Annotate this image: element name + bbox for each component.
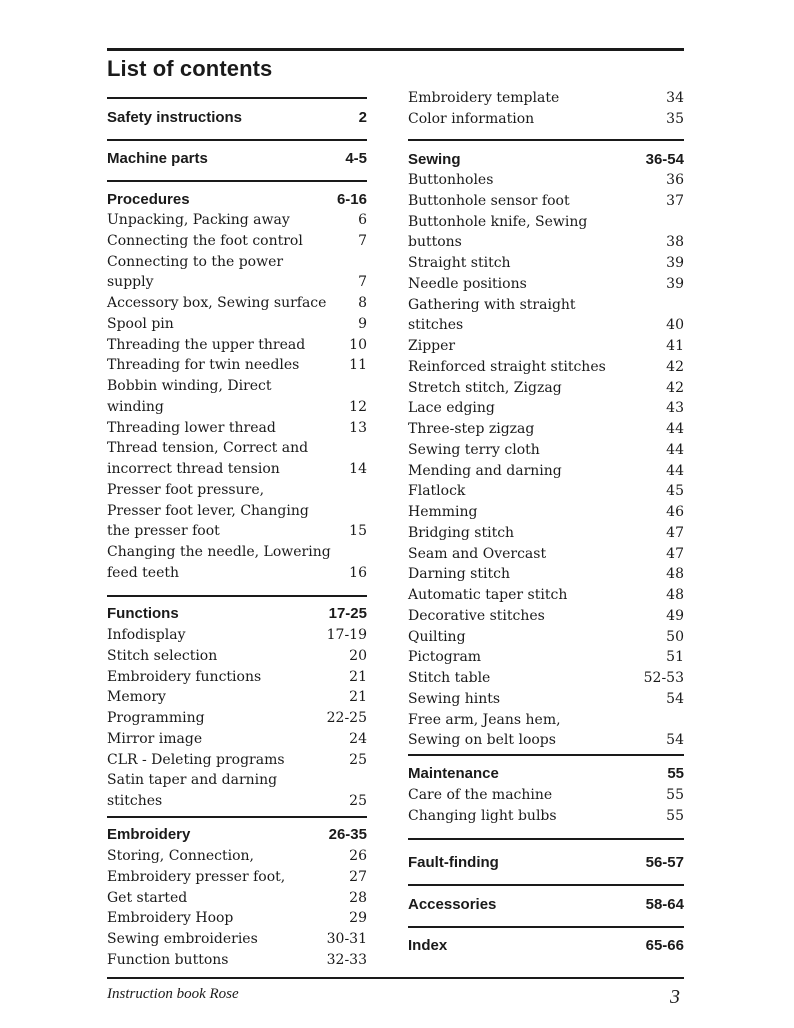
entry-text	[408, 502, 478, 523]
entry-page: 35	[666, 110, 684, 127]
entry-text	[408, 523, 514, 544]
entry-page: 20	[349, 647, 367, 664]
entry-page: 54	[666, 732, 684, 749]
entry-page: 30-31	[326, 931, 367, 947]
entry-text	[408, 461, 562, 482]
section-title: Accessories	[408, 896, 497, 913]
toc-entry	[107, 314, 367, 335]
section-heading-procedures	[107, 190, 367, 211]
section-title: Safety instructions	[107, 109, 243, 126]
entry-line: Changing light bulbs	[408, 807, 557, 824]
entry-line: Reinforced straight stitches	[408, 358, 606, 375]
entry-page: 27	[349, 868, 367, 885]
section-title: Procedures	[107, 191, 190, 208]
entry-page: 7	[358, 274, 367, 291]
toc-entry	[107, 770, 367, 812]
entry-line: Sewing on belt loops	[408, 732, 556, 749]
toc-entry	[408, 689, 684, 710]
entry-line: Lace edging	[408, 400, 495, 417]
entry-line: Threading lower thread	[107, 419, 276, 436]
entry-page: 45	[666, 483, 684, 500]
entry-text	[107, 687, 166, 708]
entry-page: 43	[666, 400, 684, 417]
section-rule	[107, 97, 367, 99]
page-number: 3	[670, 986, 680, 1008]
toc-entry	[107, 929, 367, 950]
entry-page: 37	[666, 192, 684, 209]
toc-entry	[107, 867, 367, 888]
entry-line: Satin taper and darning	[107, 772, 278, 789]
entry-line: Unpacking, Packing away	[107, 212, 290, 228]
entry-line: Seam and Overcast	[408, 545, 547, 562]
entry-page: 48	[666, 566, 684, 583]
entry-page: 51	[666, 649, 684, 666]
entry-line: Hemming	[408, 504, 478, 520]
entry-page: 46	[666, 504, 684, 520]
top-rule	[107, 48, 684, 51]
entry-text	[107, 625, 185, 646]
footer-book-title: Instruction book Rose	[107, 986, 239, 1002]
toc-entry	[107, 846, 367, 867]
toc-entry	[107, 542, 367, 584]
entry-line: Storing, Connection,	[107, 848, 254, 864]
entry-text	[107, 646, 217, 667]
toc-entry	[107, 418, 367, 439]
entry-text	[408, 357, 606, 378]
entry-line: supply	[107, 274, 154, 291]
entry-page: 34	[666, 90, 684, 106]
entry-line: Embroidery functions	[107, 668, 262, 685]
entry-page: 25	[349, 751, 367, 768]
toc-entry	[408, 647, 684, 668]
entry-page: 49	[666, 607, 684, 624]
entry-page: 14	[349, 461, 367, 477]
toc-entry	[408, 481, 684, 502]
section-heading-machine-parts	[107, 149, 367, 170]
entry-line: Programming	[107, 710, 205, 726]
entry-line: Gathering with straight	[408, 296, 576, 313]
entry-text	[408, 109, 534, 130]
entry-line: Embroidery Hoop	[107, 910, 234, 927]
entry-page: 47	[666, 545, 684, 562]
entry-line: Stitch table	[408, 670, 491, 686]
entry-line: Needle positions	[408, 275, 527, 292]
toc-entry	[107, 625, 367, 646]
entry-page: 8	[358, 295, 367, 311]
entry-text	[408, 274, 527, 295]
toc-entry	[408, 627, 684, 648]
entry-text	[408, 170, 493, 191]
entry-page: 32-33	[326, 951, 367, 968]
entry-line: Sewing embroideries	[107, 931, 258, 947]
toc-entry	[408, 502, 684, 523]
entry-line: Changing the needle, Lowering	[107, 544, 331, 560]
entry-line: Sewing hints	[408, 690, 501, 707]
toc-entry	[408, 295, 684, 337]
entry-page: 26	[349, 848, 367, 864]
entry-text	[107, 908, 233, 929]
entry-line: buttons	[408, 234, 462, 251]
entry-line: Color information	[408, 110, 535, 127]
toc-entry	[408, 806, 684, 827]
toc-entry	[107, 667, 367, 688]
entry-page: 36	[666, 172, 684, 188]
section-title: Embroidery	[107, 826, 191, 843]
toc-entry	[408, 606, 684, 627]
entry-text	[408, 627, 466, 648]
entry-line: Presser foot lever, Changing	[107, 502, 309, 519]
entry-line: Accessory box, Sewing surface	[107, 295, 327, 311]
section-heading-sewing	[408, 150, 684, 171]
entry-line: Presser foot pressure,	[107, 481, 265, 498]
section-entries-procedures	[107, 210, 367, 584]
bottom-rule	[107, 977, 684, 979]
entry-line: Mending and darning	[408, 462, 562, 479]
entry-line: Bridging stitch	[408, 524, 515, 541]
entry-page: 55	[666, 807, 684, 824]
entry-text	[107, 867, 285, 888]
section-rule	[408, 884, 684, 886]
section-heading-accessories	[408, 895, 684, 916]
entry-page: 40	[666, 317, 684, 334]
entry-line: Buttonhole knife, Sewing	[408, 213, 588, 230]
entry-line: Decorative stitches	[408, 607, 545, 624]
toc-entry	[408, 710, 684, 752]
section-pages: 2	[358, 109, 367, 126]
entry-line: winding	[107, 398, 164, 415]
entry-text	[408, 440, 540, 461]
entry-text	[107, 438, 308, 480]
entry-line: Buttonholes	[408, 172, 494, 188]
entry-text	[107, 846, 254, 867]
entry-line: Three-step zigzag	[408, 421, 535, 437]
entry-text	[408, 253, 511, 274]
entry-line: CLR - Deleting programs	[107, 751, 285, 768]
toc-entry	[107, 210, 367, 231]
entry-text	[107, 750, 285, 771]
entry-text	[408, 212, 587, 254]
entry-page: 22-25	[326, 710, 367, 726]
toc-entry	[408, 523, 684, 544]
entry-line: Stretch stitch, Zigzag	[408, 379, 562, 396]
entry-text	[408, 336, 455, 357]
section-title: Fault-finding	[408, 854, 499, 871]
entry-text	[408, 785, 552, 806]
toc-entry	[107, 293, 367, 314]
section-rule	[107, 180, 367, 182]
toc-entry	[107, 687, 367, 708]
entry-page: 29	[349, 910, 367, 927]
entry-text	[107, 950, 228, 971]
entry-line: Pictogram	[408, 649, 482, 666]
entry-page: 11	[349, 357, 367, 374]
toc-entry	[408, 564, 684, 585]
entry-text	[408, 191, 570, 212]
section-pages: 58-64	[645, 896, 684, 913]
section-pages: 55	[667, 765, 684, 782]
toc-entry	[107, 480, 367, 542]
entry-page: 21	[349, 689, 367, 706]
entry-line: Sewing terry cloth	[408, 441, 540, 458]
entry-page: 42	[666, 358, 684, 375]
section-rule	[408, 838, 684, 840]
entry-text	[107, 929, 258, 950]
section-heading-index	[408, 936, 684, 957]
toc-entry	[408, 378, 684, 399]
toc-entry	[107, 729, 367, 750]
entry-text	[107, 770, 277, 812]
section-title: Sewing	[408, 151, 461, 168]
toc-entry	[107, 355, 367, 376]
toc-entry	[408, 440, 684, 461]
entry-page: 28	[349, 889, 367, 906]
entry-line: Spool pin	[107, 315, 174, 332]
entry-page: 39	[666, 275, 684, 292]
section-rule	[408, 139, 684, 141]
entry-line: Memory	[107, 689, 166, 706]
section-heading-functions	[107, 604, 367, 625]
entry-text	[408, 647, 481, 668]
section-title: Machine parts	[107, 150, 208, 167]
entry-line: the presser foot	[107, 523, 220, 540]
section-heading-fault-finding	[408, 853, 684, 874]
entry-text	[107, 210, 290, 231]
toc-entry	[107, 950, 367, 971]
section-title: Maintenance	[408, 765, 499, 782]
entry-text	[107, 542, 331, 584]
toc-entry	[408, 212, 684, 254]
entry-text	[107, 888, 187, 909]
toc-entry	[107, 888, 367, 909]
section-rule	[107, 139, 367, 141]
entry-line: Mirror image	[107, 730, 203, 747]
toc-entry	[408, 668, 684, 689]
entry-text	[408, 606, 545, 627]
toc-entry	[408, 109, 684, 130]
entry-page: 12	[349, 398, 367, 415]
entry-text	[107, 335, 305, 356]
section-pages: 17-25	[328, 605, 367, 622]
entry-text	[107, 314, 174, 335]
entry-line: Embroidery presser foot,	[107, 868, 286, 885]
toc-entry	[107, 252, 367, 294]
entry-page: 38	[666, 234, 684, 251]
toc-entry	[107, 908, 367, 929]
entry-text	[107, 729, 202, 750]
entry-page: 39	[666, 255, 684, 271]
toc-entry	[408, 785, 684, 806]
toc-entry	[107, 438, 367, 480]
entry-page: 17-19	[326, 627, 367, 643]
section-rule	[107, 595, 367, 597]
entry-text	[107, 667, 261, 688]
section-entries-maintenance	[408, 785, 684, 827]
toc-entry	[408, 170, 684, 191]
entry-text	[408, 544, 546, 565]
entry-line: Function buttons	[107, 951, 229, 968]
section-entries-functions	[107, 625, 367, 812]
toc-entry	[107, 376, 367, 418]
toc-entry	[408, 336, 684, 357]
entry-text	[408, 564, 510, 585]
entry-page: 7	[358, 232, 367, 249]
entry-line: stitches	[408, 317, 464, 334]
entry-text	[107, 480, 309, 542]
toc-entry	[408, 253, 684, 274]
entry-text	[107, 376, 272, 418]
section-pages: 26-35	[328, 826, 367, 843]
entry-line: Automatic taper stitch	[408, 587, 568, 603]
toc-entry	[107, 335, 367, 356]
entry-page: 52-53	[643, 670, 684, 686]
section-pages: 6-16	[336, 191, 367, 208]
entry-page: 21	[349, 668, 367, 685]
entry-page: 24	[349, 730, 367, 747]
section-rule	[408, 926, 684, 928]
entry-line: Flatlock	[408, 483, 466, 500]
entry-line: Get started	[107, 889, 188, 906]
entry-page: 15	[349, 523, 367, 540]
section-rule	[408, 754, 684, 756]
entry-text	[408, 419, 534, 440]
entry-text	[408, 806, 557, 827]
entry-line: Connecting the foot control	[107, 232, 303, 249]
entry-page: 13	[349, 419, 367, 436]
entry-text	[107, 231, 303, 252]
entry-text	[107, 418, 276, 439]
entry-page: 25	[349, 793, 367, 809]
entry-text	[408, 481, 465, 502]
section-title: Index	[408, 937, 448, 954]
entry-line: Connecting to the power	[107, 253, 284, 270]
entry-page: 10	[349, 336, 367, 353]
entry-line: Straight stitch	[408, 255, 511, 271]
toc-entry	[107, 750, 367, 771]
entry-line: Threading the upper thread	[107, 336, 306, 353]
section-entries-embroidery	[107, 846, 367, 971]
entry-text	[408, 378, 562, 399]
section-rule	[107, 816, 367, 818]
entry-text	[408, 585, 567, 606]
toc-entry	[408, 88, 684, 109]
toc-entry	[107, 646, 367, 667]
entry-text	[107, 293, 326, 314]
section-pages: 65-66	[645, 937, 684, 954]
entry-line: Stitch selection	[107, 647, 218, 664]
entry-line: stitches	[107, 793, 163, 809]
toc-entry	[107, 231, 367, 252]
toc-entry	[107, 708, 367, 729]
entry-page: 50	[666, 628, 684, 645]
entry-line: Care of the machine	[408, 787, 553, 803]
entry-page: 41	[666, 338, 684, 354]
section-title: Functions	[107, 605, 179, 622]
entry-text	[107, 355, 299, 376]
section-pages: 56-57	[645, 854, 684, 871]
entry-line: Free arm, Jeans hem,	[408, 711, 561, 728]
entry-text	[408, 398, 495, 419]
section-heading-embroidery	[107, 825, 367, 846]
entry-line: Thread tension, Correct and	[107, 440, 309, 457]
entry-page: 54	[666, 690, 684, 707]
toc-entry	[408, 585, 684, 606]
entry-text	[408, 710, 561, 752]
section-entries-continued	[408, 88, 684, 130]
entry-line: Buttonhole sensor foot	[408, 192, 570, 209]
toc-entry	[408, 461, 684, 482]
section-heading-safety-instructions	[107, 108, 367, 129]
entry-text	[408, 295, 576, 337]
entry-page: 47	[666, 524, 684, 541]
toc-entry	[408, 398, 684, 419]
entry-line: incorrect thread tension	[107, 461, 280, 477]
entry-page: 55	[666, 787, 684, 803]
entry-page: 6	[358, 212, 367, 228]
entry-text	[408, 88, 559, 109]
entry-page: 16	[349, 564, 367, 581]
entry-text	[408, 689, 500, 710]
section-entries-sewing	[408, 170, 684, 751]
entry-page: 9	[358, 315, 367, 332]
entry-text	[107, 708, 205, 729]
entry-line: Quilting	[408, 628, 466, 645]
page-title: List of contents	[107, 56, 273, 81]
entry-line: Zipper	[408, 338, 456, 354]
toc-entry	[408, 191, 684, 212]
entry-line: Embroidery template	[408, 90, 560, 106]
entry-page: 42	[666, 379, 684, 396]
section-pages: 36-54	[645, 151, 684, 168]
entry-line: Darning stitch	[408, 566, 510, 583]
toc-entry	[408, 274, 684, 295]
entry-line: Threading for twin needles	[107, 357, 300, 374]
entry-page: 44	[666, 421, 684, 437]
entry-page: 44	[666, 441, 684, 458]
entry-page: 48	[666, 587, 684, 603]
entry-line: Bobbin winding, Direct	[107, 378, 272, 394]
entry-text	[408, 668, 490, 689]
toc-entry	[408, 544, 684, 565]
entry-text	[107, 252, 283, 294]
section-heading-maintenance	[408, 764, 684, 785]
entry-page: 44	[666, 462, 684, 479]
entry-line: Infodisplay	[107, 627, 186, 643]
toc-entry	[408, 357, 684, 378]
entry-line: feed teeth	[107, 564, 180, 581]
section-pages: 4-5	[345, 150, 367, 167]
toc-entry	[408, 419, 684, 440]
